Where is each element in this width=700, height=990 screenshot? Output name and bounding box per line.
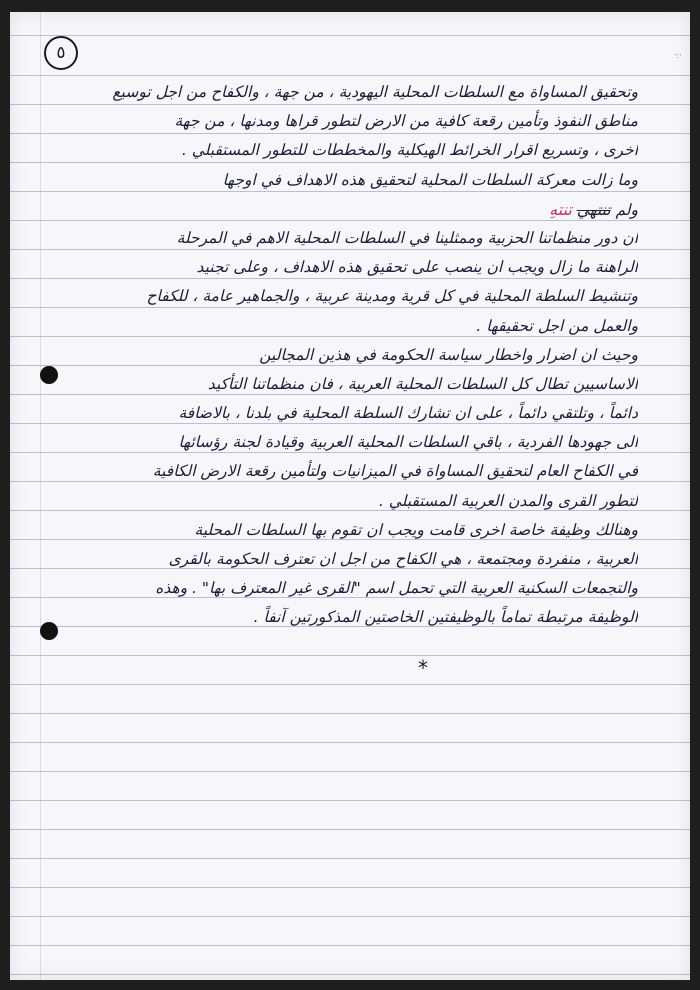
text-line: وتنشيط السلطة المحلية في كل قرية ومدينة عربية ، والجماهير عامة ، للكفاح: [146, 287, 638, 306]
text-line-with-correction: [58, 195, 638, 224]
page-number: ٥: [44, 36, 78, 70]
margin-marks: ·:·: [674, 51, 682, 60]
text-line: ان دور منظماتنا الحزبية وممثلينا في السلطات المحلية الاهم في المرحلة: [176, 228, 638, 247]
text-fragment: ولم: [615, 200, 638, 219]
text-line: في الكفاح العام لتحقيق المساواة في الميزانيات ولتأمين رقعة الارض الكافية: [152, 462, 638, 481]
punch-hole-top: [40, 366, 58, 384]
paragraph-4: [58, 516, 638, 633]
text-line: الى جهودها الفردية ، باقي السلطات المحلية العربية وقيادة لجنة رؤسائها: [178, 433, 638, 452]
text-line: وما زالت معركة السلطات المحلية لتحقيق هذه الاهداف في اوجها: [222, 170, 638, 189]
text-line: اخرى ، وتسريع اقرار الخرائط الهيكلية والمخططات للتطور المستقبلي .: [181, 141, 638, 160]
text-line: الراهنة ما زال ويجب ان ينصب على تحقيق هذه الاهداف ، وعلى تجنيد: [196, 258, 638, 277]
text-line: والتجمعات السكنية العربية التي تحمل اسم "القرى غير المعترف بها" . وهذه: [155, 579, 638, 598]
text-line: الوظيفة مرتبطة تماماً بالوظيفتين الخاصتين المذكورتين آنفاً .: [253, 608, 638, 627]
punch-hole-bottom: [40, 622, 58, 640]
text-line: مناطق النفوذ وتأمين رقعة كافية من الارض لتطور قراها ومدنها ، من جهة: [174, 112, 638, 131]
text-line: الاساسيين تطال كل السلطات المحلية العربية ، فان منظماتنا التأكيد: [207, 374, 638, 393]
paragraph-1: [58, 78, 638, 224]
text-line: لتطور القرى والمدن العربية المستقبلي .: [378, 491, 638, 510]
handwritten-text: [58, 78, 638, 633]
text-line: وتحقيق المساواة مع السلطات المحلية اليهودية ، من جهة ، والكفاح من اجل توسيع: [112, 83, 638, 101]
text-line: وهنالك وظيفة خاصة اخرى قامت ويجب ان تقوم بها السلطات المحلية: [194, 520, 638, 539]
text-line: وحيث ان اضرار واخطار سياسة الحكومة في هذين المجالين: [259, 345, 638, 364]
correction-word: تنتهِ: [549, 199, 572, 219]
text-line: العربية ، منفردة ومجتمعة ، هي الكفاح من اجل ان تعترف الحكومة بالقرى: [168, 550, 638, 568]
text-line: دائماً ، وتلتقي دائماً ، على ان تشارك السلطة المحلية في بلدنا ، بالاضافة: [178, 404, 638, 423]
paragraph-2: [58, 224, 638, 341]
notebook-page: [10, 12, 690, 980]
struck-word: تنتهي: [576, 200, 611, 219]
text-line: والعمل من اجل تحقيقها .: [476, 316, 638, 335]
end-mark: *: [418, 656, 428, 680]
paragraph-3: [58, 341, 638, 516]
